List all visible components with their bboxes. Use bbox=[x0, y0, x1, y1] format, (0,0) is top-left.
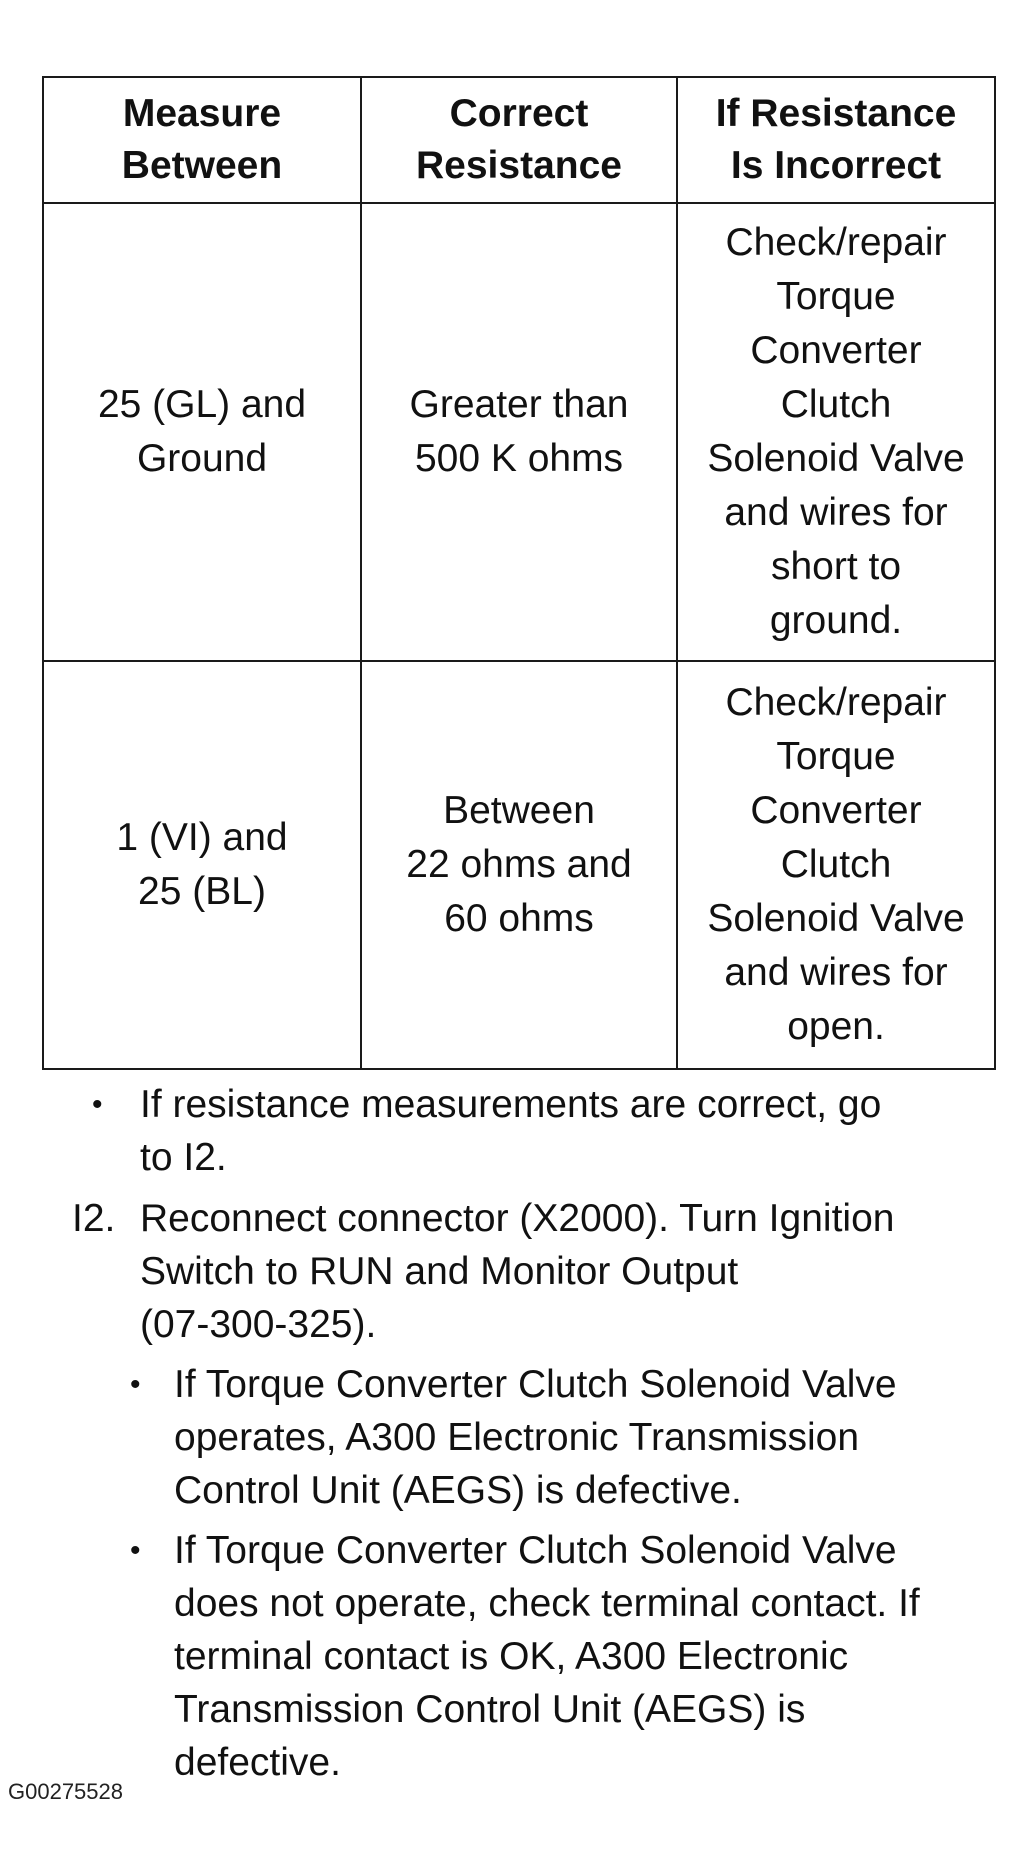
cell-measure-between: 1 (VI) and 25 (BL) bbox=[116, 816, 288, 913]
header-measure-between bbox=[43, 77, 361, 203]
cell-measure-between: 25 (GL) and Ground bbox=[97, 383, 307, 480]
sub-bullet-1-text: If Torque Converter Clutch Solenoid Valve operates, A300 Electronic Transmission Control Unit (AEGS) is defective. bbox=[174, 1363, 897, 1512]
table-cell bbox=[677, 661, 995, 1069]
cell-if-incorrect: Check/repair Torque Converter Clutch Solenoid Valve and wires for short to ground. bbox=[707, 221, 965, 642]
step-label: I2. bbox=[72, 1197, 116, 1240]
table-cell bbox=[361, 661, 677, 1069]
cell-correct-resistance: Between 22 ohms and 60 ohms bbox=[406, 789, 632, 940]
header-measure-between-text: Measure Between bbox=[121, 92, 283, 187]
table-cell bbox=[43, 661, 361, 1069]
table-cell bbox=[361, 203, 677, 661]
first-bullet-text: If resistance measurements are correct, go to I2. bbox=[140, 1083, 882, 1179]
table-header-row bbox=[43, 77, 995, 203]
table-cell bbox=[677, 203, 995, 661]
table-row bbox=[43, 661, 995, 1069]
figure-id: G00275528 bbox=[8, 1779, 123, 1804]
header-if-incorrect bbox=[677, 77, 995, 203]
header-correct-resistance-text: Correct Resistance bbox=[416, 92, 622, 187]
resistance-table bbox=[42, 76, 996, 1070]
cell-correct-resistance: Greater than 500 K ohms bbox=[409, 383, 629, 480]
table-row bbox=[43, 203, 995, 661]
bullet-icon: • bbox=[92, 1088, 103, 1121]
step-text: Reconnect connector (X2000). Turn Ignition Switch to RUN and Monitor Output (07-300-325). bbox=[140, 1197, 895, 1346]
bullet-icon: • bbox=[130, 1534, 141, 1567]
bullet-icon: • bbox=[130, 1368, 141, 1401]
header-if-incorrect-text: If Resistance Is Incorrect bbox=[715, 92, 957, 187]
cell-if-incorrect: Check/repair Torque Converter Clutch Solenoid Valve and wires for open. bbox=[707, 681, 965, 1048]
sub-bullet-2-text: If Torque Converter Clutch Solenoid Valve does not operate, check terminal contact. If terminal contact is OK, A300 Electronic Transmission Control Unit (AEGS) is defective. bbox=[174, 1529, 920, 1784]
header-correct-resistance bbox=[361, 77, 677, 203]
table-cell bbox=[43, 203, 361, 661]
